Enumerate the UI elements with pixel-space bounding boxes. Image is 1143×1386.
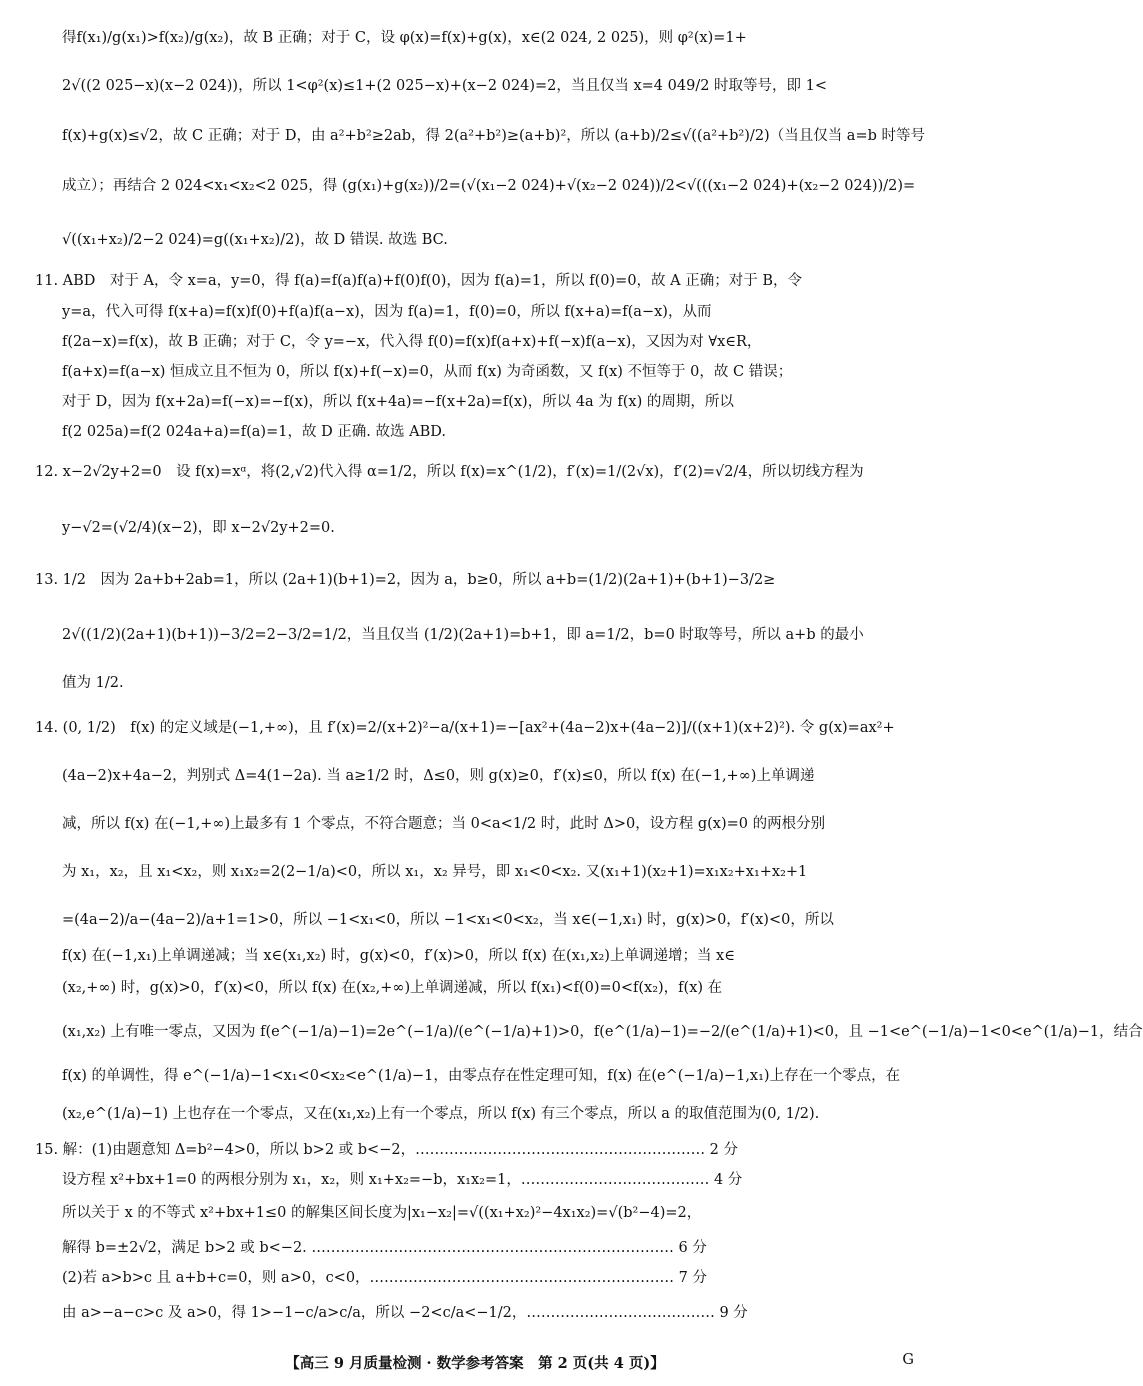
page-footer: 【高三 9 月质量检测 · 数学参考答案 第 2 页(共 4 页)】 (285, 1355, 665, 1372)
text-line: 减，所以 f(x) 在(−1,+∞)上最多有 1 个零点，不符合题意；当 0<a<1/2 时，此时 Δ>0，设方程 g(x)=0 的两根分别 (62, 816, 826, 832)
text-line: (x₂,+∞) 时，g(x)>0，f′(x)<0，所以 f(x) 在(x₂,+∞)上单调递减，所以 f(x₁)<f(0)=0<f(x₂)，f(x) 在 (62, 980, 723, 996)
text-line: f(x) 的单调性，得 e^(−1/a)−1<x₁<0<x₂<e^(1/a)−1，由零点存在性定理可知，f(x) 在(e^(−1/a)−1,x₁)上存在一个零点，在 (62, 1068, 901, 1084)
text-line: (x₂,e^(1/a)−1) 上也存在一个零点，又在(x₁,x₂)上有一个零点，所以 f(x) 有三个零点，所以 a 的取值范围为(0, 1/2). (62, 1106, 820, 1122)
text-line: =(4a−2)/a−(4a−2)/a+1=1>0，所以 −1<x₁<0，所以 −1<x₁<0<x₂，当 x∈(−1,x₁) 时，g(x)>0，f′(x)<0，所以 (62, 912, 834, 928)
text-line: 解得 b=±2√2，满足 b>2 或 b<−2. ………………………………………………………………… 6 分 (62, 1240, 707, 1256)
text-line: 14. (0, 1/2) f(x) 的定义域是(−1,+∞)，且 f′(x)=2/(x+2)²−a/(x+1)=−[ax²+(4a−2)x+(4a−2)]/((x+1)(x+2)²). 令 g(x)=ax²+ (35, 720, 895, 736)
text-line: 2√((2 025−x)(x−2 024))，所以 1<φ²(x)≤1+(2 025−x)+(x−2 024)=2，当且仅当 x=4 049/2 时取等号，即 1< (62, 78, 828, 94)
text-line: 12. x−2√2y+2=0 设 f(x)=xᵅ，将(2,√2)代入得 α=1/2，所以 f(x)=x^(1/2)，f′(x)=1/(2√x)，f′(2)=√2/4，所以切线方程为 (35, 464, 864, 480)
text-line: y=a，代入可得 f(x+a)=f(x)f(0)+f(a)f(a−x)，因为 f(a)=1，f(0)=0，所以 f(x+a)=f(a−x)，从而 (62, 304, 712, 320)
text-line: f(a+x)=f(a−x) 恒成立且不恒为 0，所以 f(x)+f(−x)=0，从而 f(x) 为奇函数，又 f(x) 不恒等于 0，故 C 错误； (62, 364, 793, 380)
text-line: (4a−2)x+4a−2，判别式 Δ=4(1−2a). 当 a≥1/2 时，Δ≤0，则 g(x)≥0，f′(x)≤0，所以 f(x) 在(−1,+∞)上单调递 (62, 768, 815, 784)
text-line: 值为 1/2. (62, 675, 124, 691)
footer-version-mark: G (902, 1352, 914, 1368)
text-line: 2√((1/2)(2a+1)(b+1))−3/2=2−3/2=1/2，当且仅当 (1/2)(2a+1)=b+1，即 a=1/2，b=0 时取等号，所以 a+b 的最小 (62, 627, 864, 643)
text-line: f(2a−x)=f(x)，故 B 正确；对于 C，令 y=−x，代入得 f(0)=f(x)f(a+x)+f(−x)f(a−x)，又因为对 ∀x∈R， (62, 334, 762, 350)
text-line: (x₁,x₂) 上有唯一零点，又因为 f(e^(−1/a)−1)=2e^(−1/a)/(e^(−1/a)+1)>0，f(e^(1/a)−1)=−2/(e^(1/a)+1)<0，且 −1<e^(−1/a)−1<0<e^(1/a)−1，结合 (62, 1024, 1143, 1040)
text-line: 13. 1/2 因为 2a+b+2ab=1，所以 (2a+1)(b+1)=2，因为 a，b≥0，所以 a+b=(1/2)(2a+1)+(b+1)−3/2≥ (35, 572, 776, 588)
text-line: 为 x₁，x₂，且 x₁<x₂，则 x₁x₂=2(2−1/a)<0，所以 x₁，x₂ 异号，即 x₁<0<x₂. 又(x₁+1)(x₂+1)=x₁x₂+x₁+x₂+1 (62, 864, 808, 880)
text-line: 成立）；再结合 2 024<x₁<x₂<2 025，得 (g(x₁)+g(x₂))/2=(√(x₁−2 024)+√(x₂−2 024))/2<√(((x₁−2 024)+(x₂−2 024))/2)= (62, 178, 916, 194)
text-line: f(2 025a)=f(2 024a+a)=f(a)=1，故 D 正确. 故选 ABD. (62, 424, 446, 440)
text-line: 设方程 x²+bx+1=0 的两根分别为 x₁，x₂，则 x₁+x₂=−b，x₁x₂=1，………………………………… 4 分 (62, 1172, 743, 1188)
text-line: 15. 解：(1)由题意知 Δ=b²−4>0，所以 b>2 或 b<−2，…………………………………………………… 2 分 (35, 1142, 739, 1158)
text-line: f(x)+g(x)≤√2，故 C 正确；对于 D，由 a²+b²≥2ab，得 2(a²+b²)≥(a+b)²，所以 (a+b)/2≤√((a²+b²)/2)（当且仅当 a=b 时等号 (62, 128, 925, 144)
text-line: f(x) 在(−1,x₁)上单调递减；当 x∈(x₁,x₂) 时，g(x)<0，f′(x)>0，所以 f(x) 在(x₁,x₂)上单调递增；当 x∈ (62, 948, 735, 964)
text-line: 11. ABD 对于 A，令 x=a，y=0，得 f(a)=f(a)f(a)+f(0)f(0)，因为 f(a)=1，所以 f(0)=0，故 A 正确；对于 B，令 (35, 273, 802, 289)
text-line: 得f(x₁)/g(x₁)>f(x₂)/g(x₂)，故 B 正确；对于 C，设 φ(x)=f(x)+g(x)，x∈(2 024, 2 025)，则 φ²(x)=1+ (62, 30, 747, 46)
text-line: y−√2=(√2/4)(x−2)，即 x−2√2y+2=0. (62, 520, 335, 536)
text-line: 对于 D，因为 f(x+2a)=f(−x)=−f(x)，所以 f(x+4a)=−f(x+2a)=f(x)，所以 4a 为 f(x) 的周期，所以 (62, 394, 734, 410)
text-line: √((x₁+x₂)/2−2 024)=g((x₁+x₂)/2)，故 D 错误. 故选 BC. (62, 232, 448, 248)
text-line: (2)若 a>b>c 且 a+b+c=0，则 a>0，c<0，……………………………………………………… 7 分 (62, 1270, 708, 1286)
text-line: 所以关于 x 的不等式 x²+bx+1≤0 的解集区间长度为|x₁−x₂|=√((x₁+x₂)²−4x₁x₂)=√(b²−4)=2， (62, 1205, 702, 1221)
text-line: 由 a>−a−c>c 及 a>0，得 1>−1−c/a>c/a，所以 −2<c/a<−1/2，………………………………… 9 分 (62, 1305, 748, 1321)
